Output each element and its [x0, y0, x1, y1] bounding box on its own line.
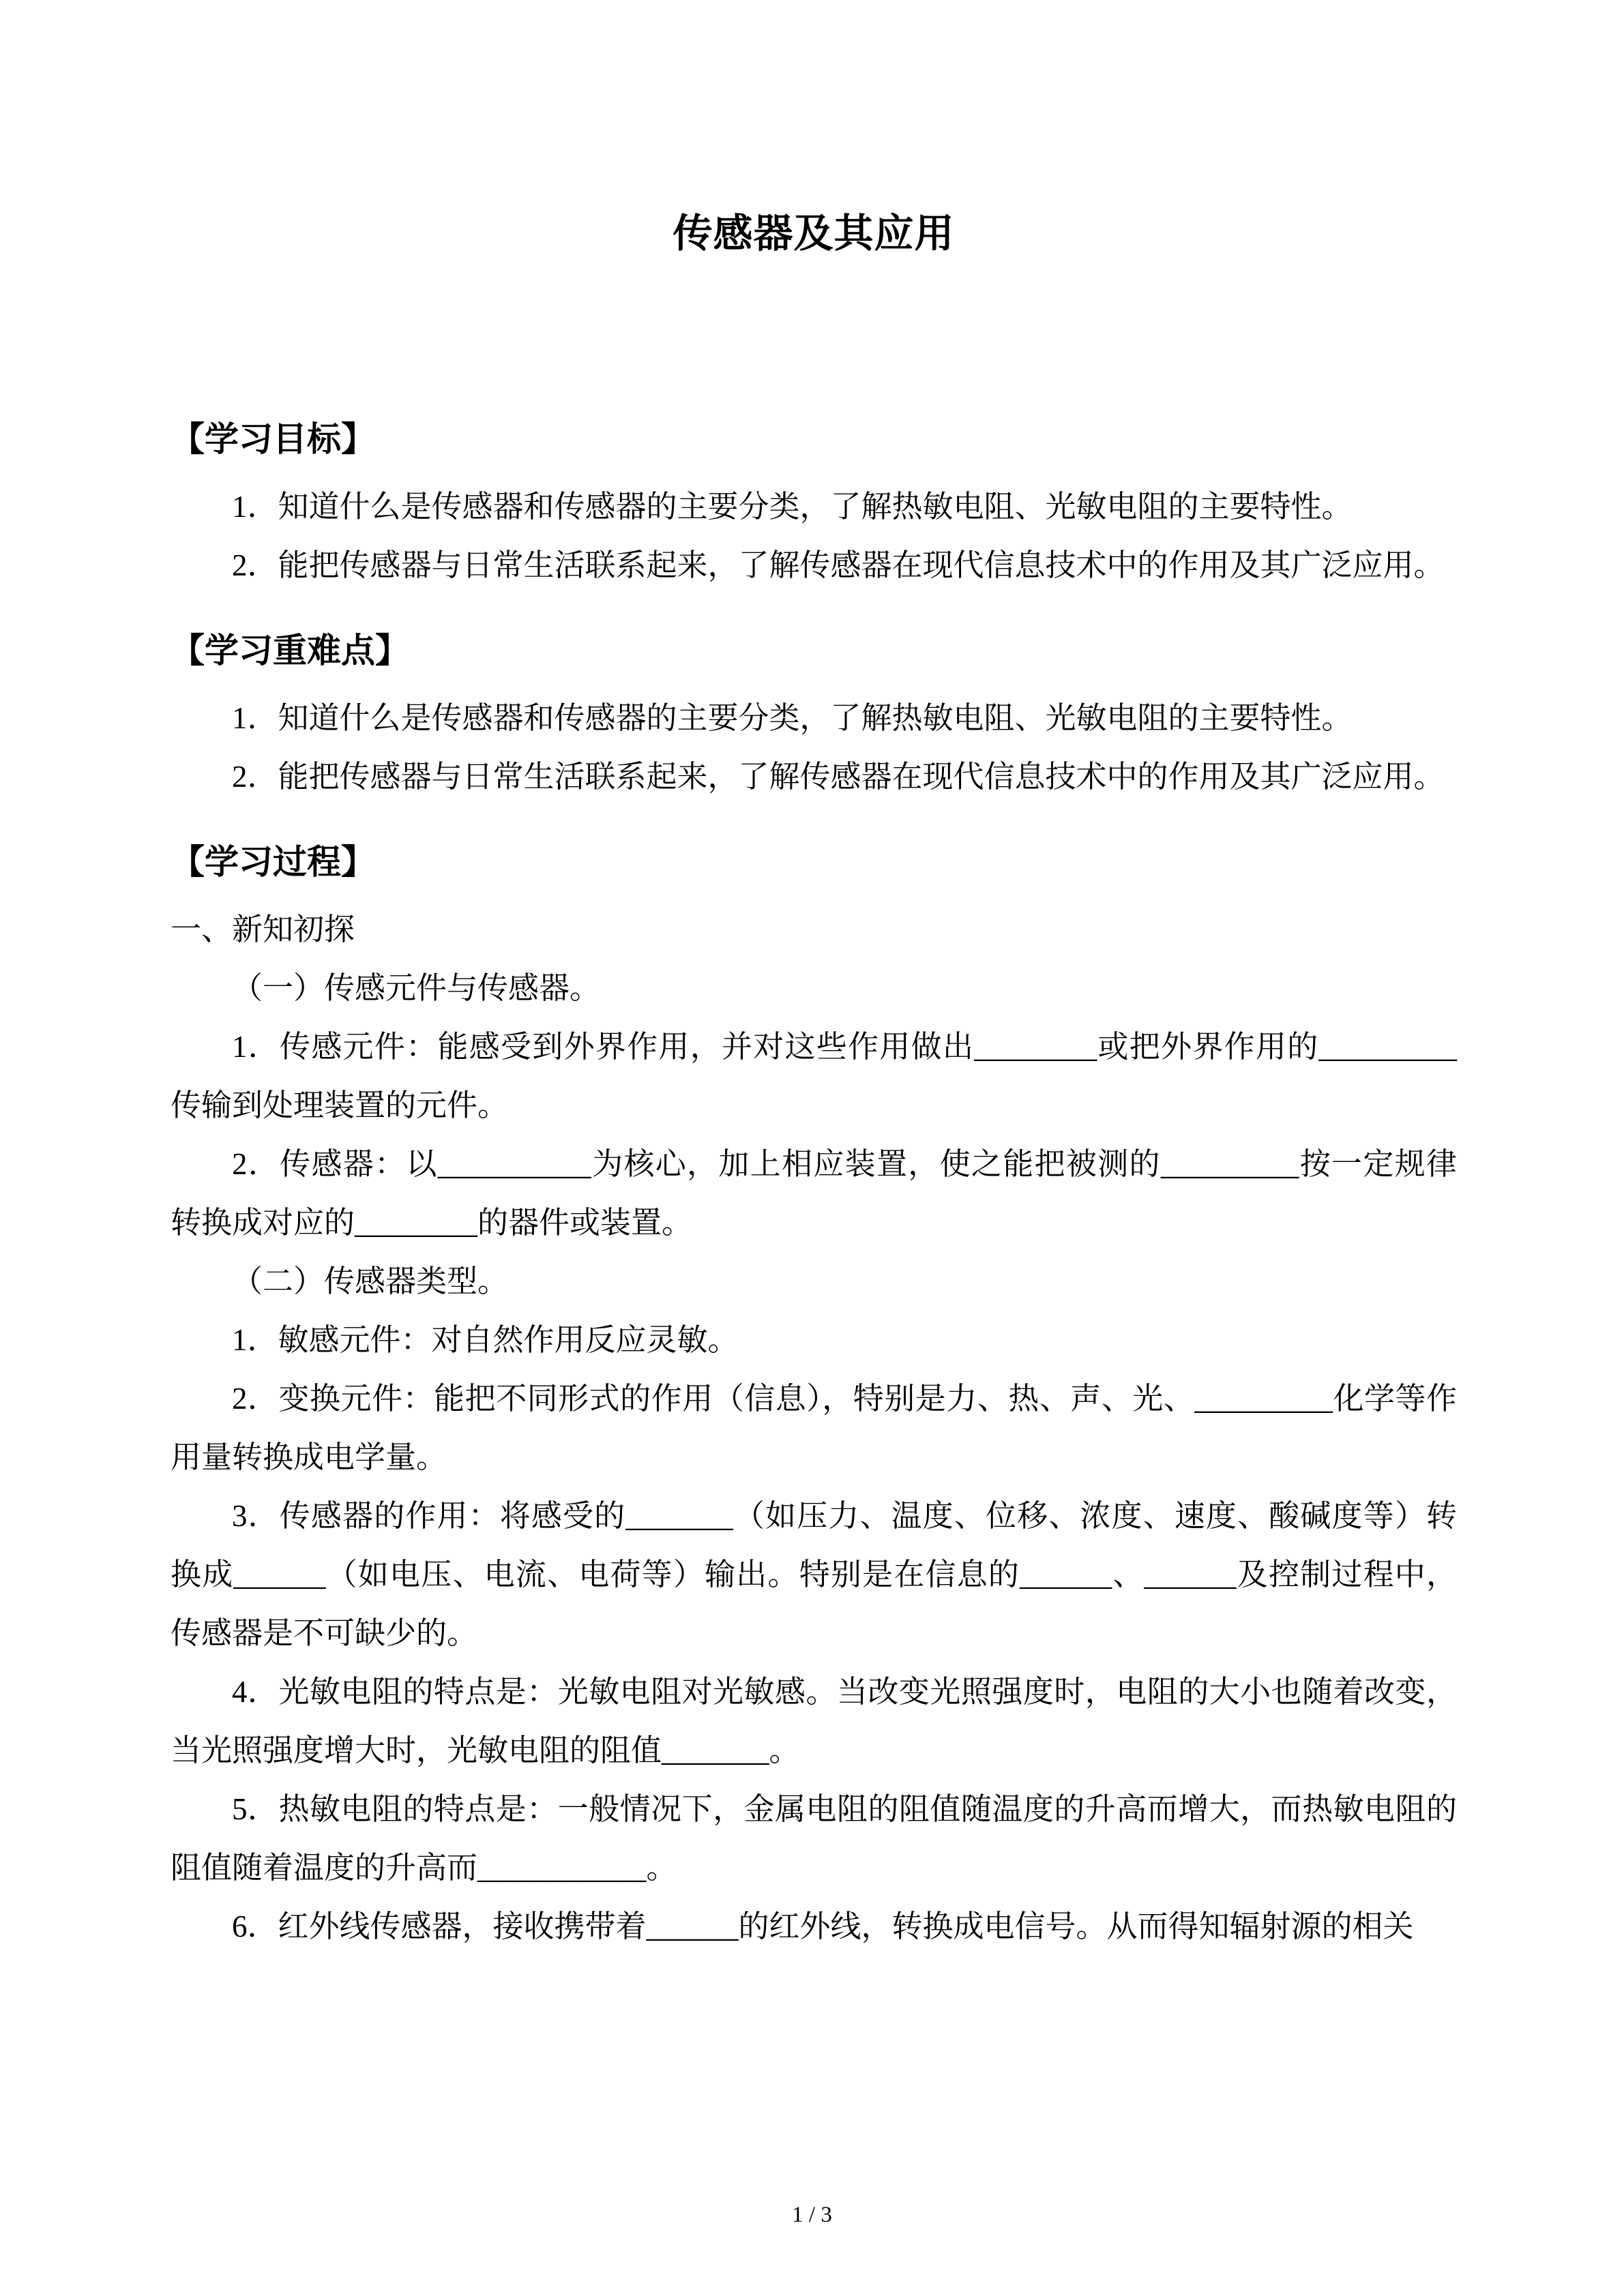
key-points-item-1: 1．知道什么是传感器和传感器的主要分类，了解热敏电阻、光敏电阻的主要特性。: [232, 701, 1353, 735]
section-heading-goals: 【学习目标】: [171, 420, 375, 458]
goals-item-1: 1．知道什么是传感器和传感器的主要分类，了解热敏电阻、光敏电阻的主要特性。: [232, 490, 1353, 524]
process-sub2-item-3: 3．传感器的作用：将感受的_______（如压力、温度、位移、浓度、速度、酸碱度等）转换成______（如电压、电流、电荷等）输出。特别是在信息的______、______及控制过程中，传感器是不可缺少的。: [171, 1499, 1457, 1650]
section-heading-process: 【学习过程】: [171, 843, 375, 881]
process-part-title: 一、新知初探: [171, 912, 355, 946]
goals-item-2: 2．能把传感器与日常生活联系起来，了解传感器在现代信息技术中的作用及其广泛应用。: [232, 548, 1445, 582]
process-sub2-title: （二）传感器类型。: [232, 1264, 509, 1298]
section-heading-key-points: 【学习重难点】: [171, 631, 409, 670]
process-sub2-item-4: 4．光敏电阻的特点是：光敏电阻对光敏感。当改变光照强度时，电阻的大小也随着改变，当光照强度增大时，光敏电阻的阻值_______。: [171, 1675, 1457, 1768]
key-points-item-2: 2．能把传感器与日常生活联系起来，了解传感器在现代信息技术中的作用及其广泛应用。: [232, 760, 1445, 794]
process-sub1-item-1: 1．传感元件：能感受到外界作用，并对这些作用做出________或把外界作用的_________传输到处理装置的元件。: [171, 1030, 1457, 1122]
document-title: 传感器及其应用: [673, 211, 955, 256]
process-sub2-item-2: 2．变换元件：能把不同形式的作用（信息），特别是力、热、声、光、_________化学等作用量转换成电学量。: [171, 1382, 1457, 1474]
page-number: 1 / 3: [792, 2203, 832, 2227]
process-sub1-item-2: 2．传感器：以__________为核心，加上相应装置，使之能把被测的_________按一定规律转换成对应的________的器件或装置。: [171, 1147, 1457, 1240]
process-sub2-item-5: 5．热敏电阻的特点是：一般情况下，金属电阻的阻值随温度的升高而增大，而热敏电阻的阻值随着温度的升高而___________。: [171, 1792, 1457, 1885]
process-sub2-item-1: 1．敏感元件：对自然作用反应灵敏。: [232, 1323, 739, 1357]
process-sub2-item-6: 6．红外线传感器，接收携带着______的红外线，转换成电信号。从而得知辐射源的相关: [232, 1909, 1414, 1943]
process-sub1-title: （一）传感元件与传感器。: [232, 971, 601, 1005]
